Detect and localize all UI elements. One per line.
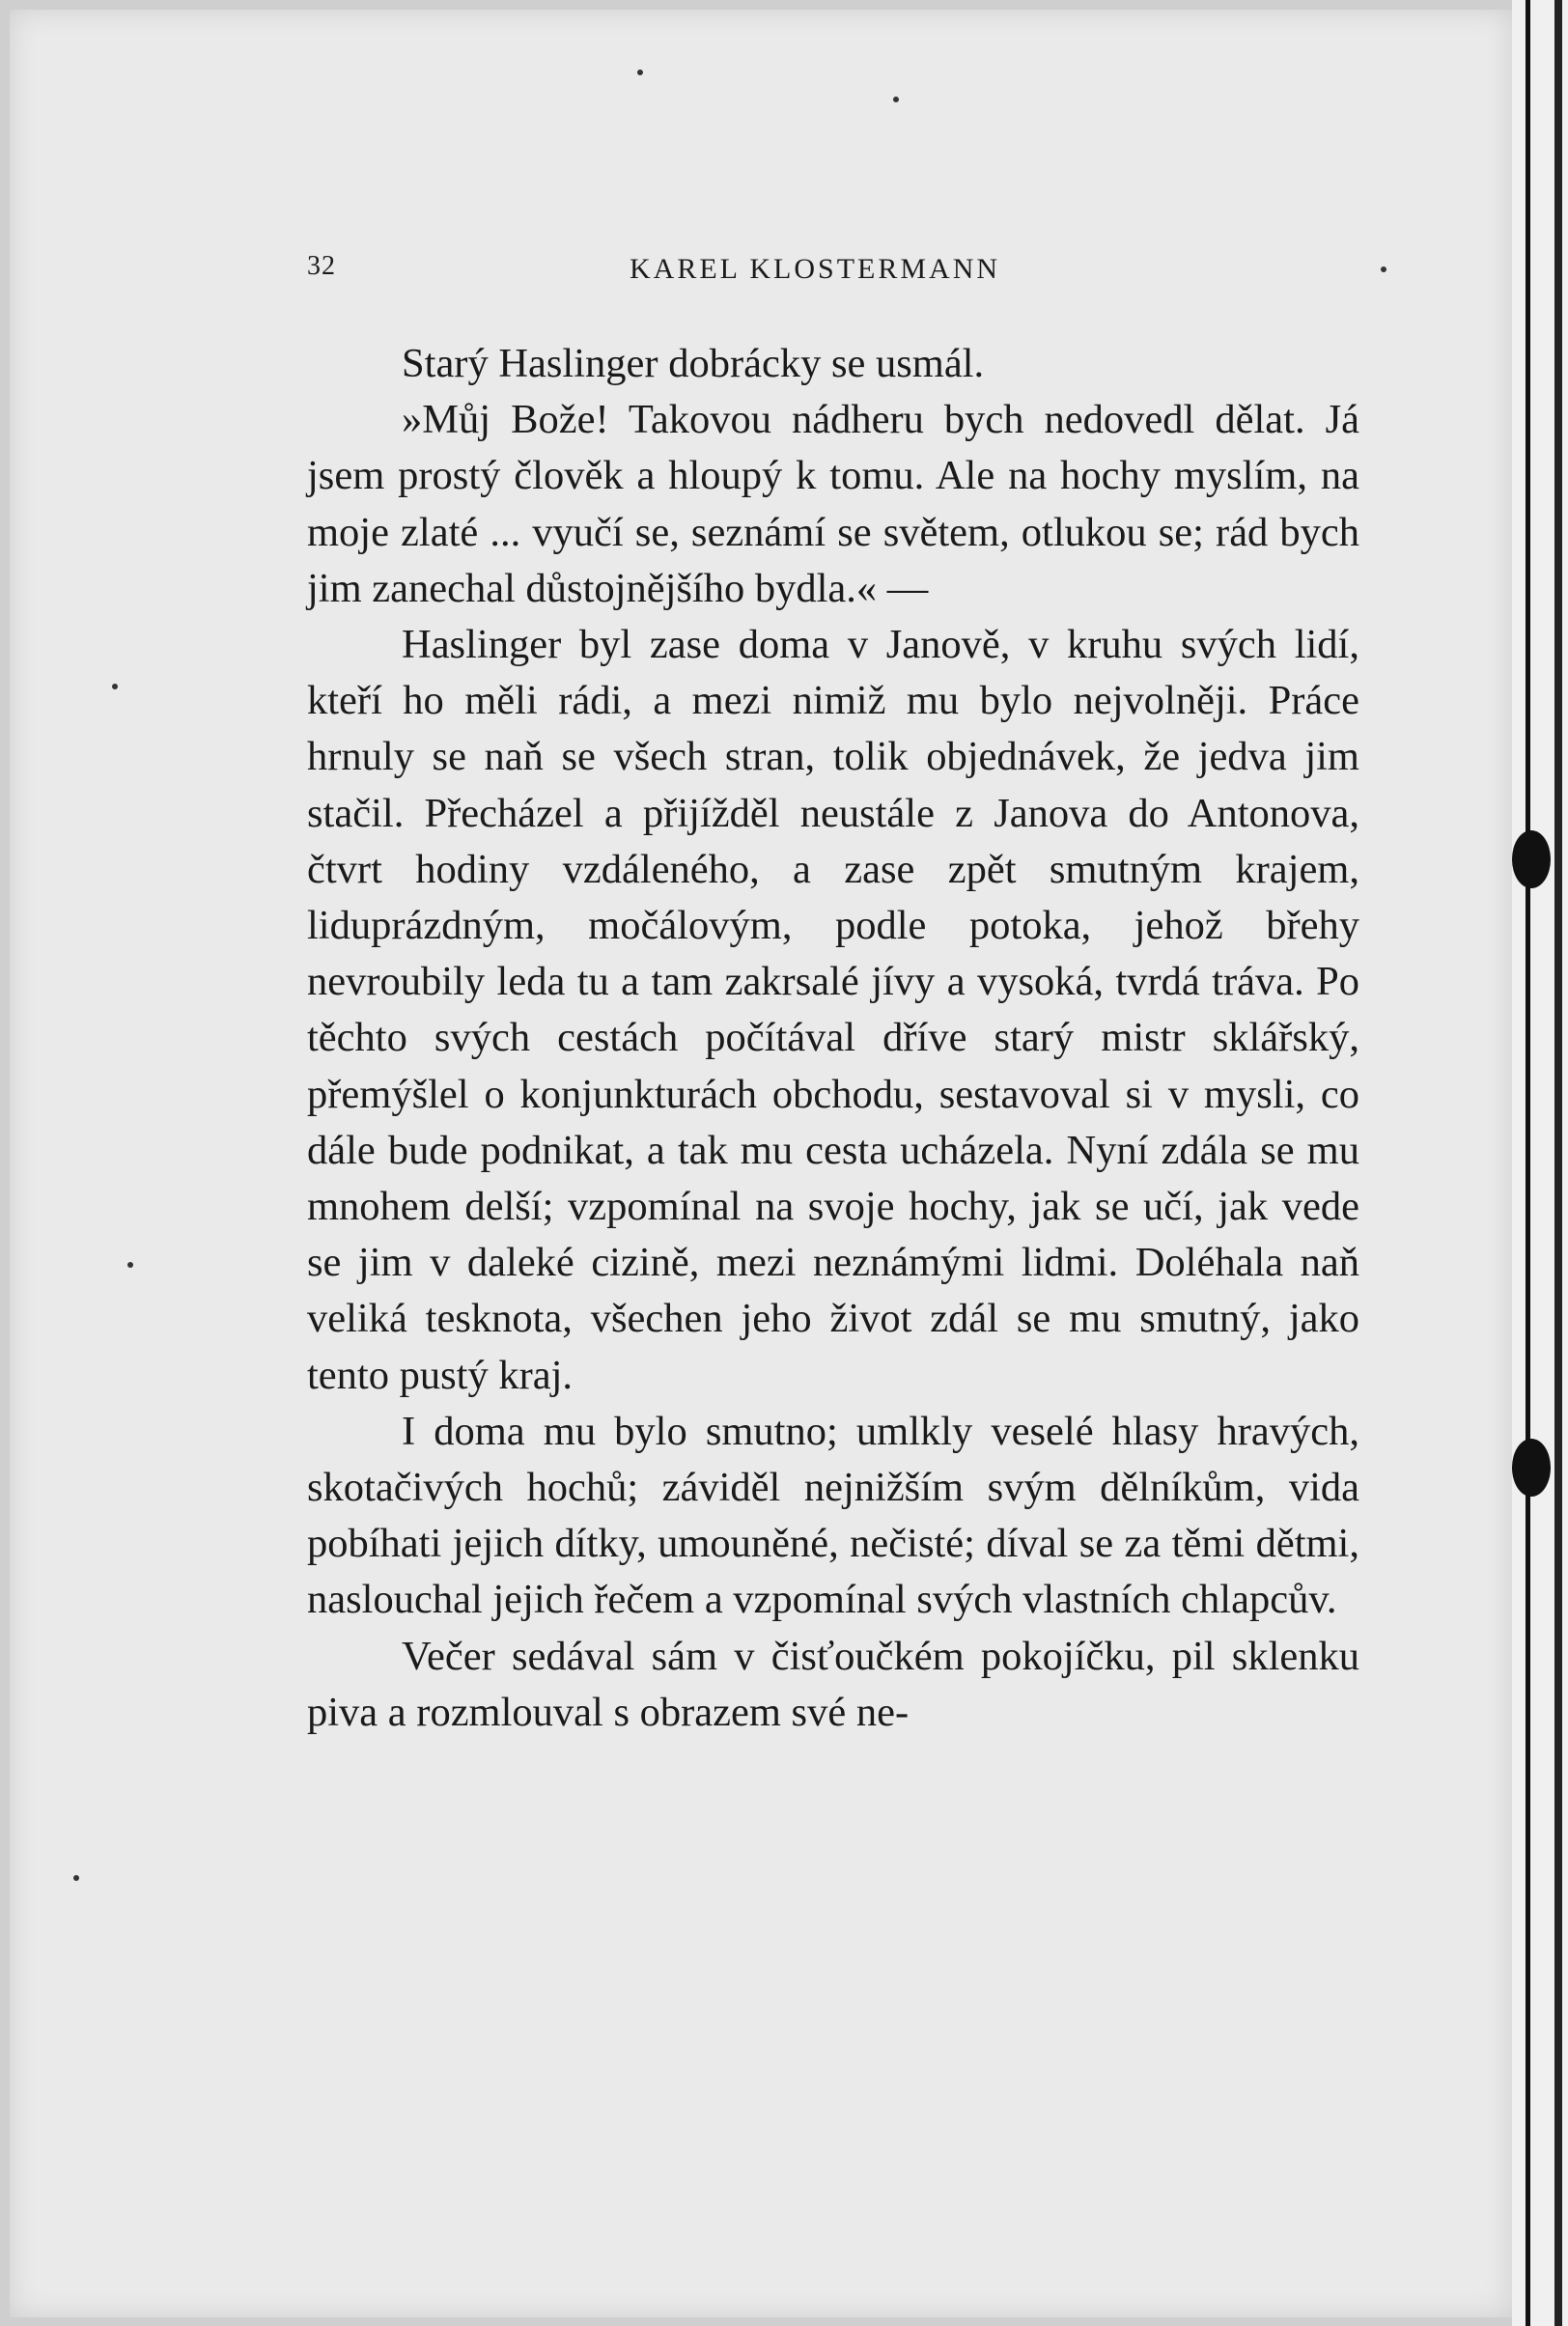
page-speck xyxy=(127,1262,133,1268)
running-head: KAREL KLOSTERMANN xyxy=(630,253,1001,285)
edge-rule xyxy=(1554,0,1562,2326)
paragraph: »Můj Bože! Takovou nádheru bych nedovedl dělat. Já jsem prostý člověk a hloupý k tomu. Ale na hochy myslím, na moje zlaté ... vyučí se, seznámí se světem, otlukou se; rád bych jim zanechal důstojnějšího bydla.« — xyxy=(307,397,1359,611)
edge-mark xyxy=(1512,1439,1551,1497)
paragraph: I doma mu bylo smutno; umlkly veselé hlasy hravých, skotačivých hochů; záviděl nejnižším svým dělníkům, vida pobíhati jejich dítky, umouněné, nečisté; díval se za těmi dětmi, naslouchal jejich řečem a vzpomínal svých vlastních chlapcův. xyxy=(307,1408,1359,1623)
page-speck xyxy=(1381,266,1386,272)
paragraph: Haslinger byl zase doma v Janově, v kruhu svých lidí, kteří ho měli rádi, a mezi nimiž mu bylo nejvolněji. Práce hrnuly se naň se všech stran, tolik objednávek, že jedva jim stačil. Přecházel a přijížděl neustále z Janova do Antonova, čtvrt hodiny vzdáleného, a zase zpět smutným krajem, liduprázdným, močálovým, podle potoka, jehož břehy nevroubily leda tu a tam zakrsalé jívy a vysoká, tvrdá tráva. Po těchto svých cestách počítával dříve starý mistr sklářský, přemýšlel o konjunkturách obchodu, sestavoval si v mysli, co dále bude podnikat, a tak mu cesta ucházela. Nyní zdála se mu mnohem delší; vzpomínal na svoje hochy, jak se učí, jak vede se jim v daleké cizině, mezi neznámými lidmi. Doléhala naň veliká tesknota, všechen jeho život zdál se mu smutný, jako tento pustý kraj. xyxy=(307,622,1359,1398)
paragraph: Večer sedával sám v čisťoučkém pokojíčku, pil sklenku piva a rozmlouval s obrazem své ne- xyxy=(307,1633,1359,1735)
body-text xyxy=(307,336,1359,1741)
edge-rule xyxy=(1526,0,1530,2326)
paragraph: Starý Haslinger dobrácky se usmál. xyxy=(402,341,985,386)
page-speck xyxy=(637,70,643,75)
page-speck xyxy=(893,97,899,102)
page-header xyxy=(307,251,1359,294)
edge-mark xyxy=(1512,830,1551,888)
page-speck xyxy=(112,684,118,689)
page-number: 32 xyxy=(307,251,336,281)
page-speck xyxy=(73,1875,79,1881)
